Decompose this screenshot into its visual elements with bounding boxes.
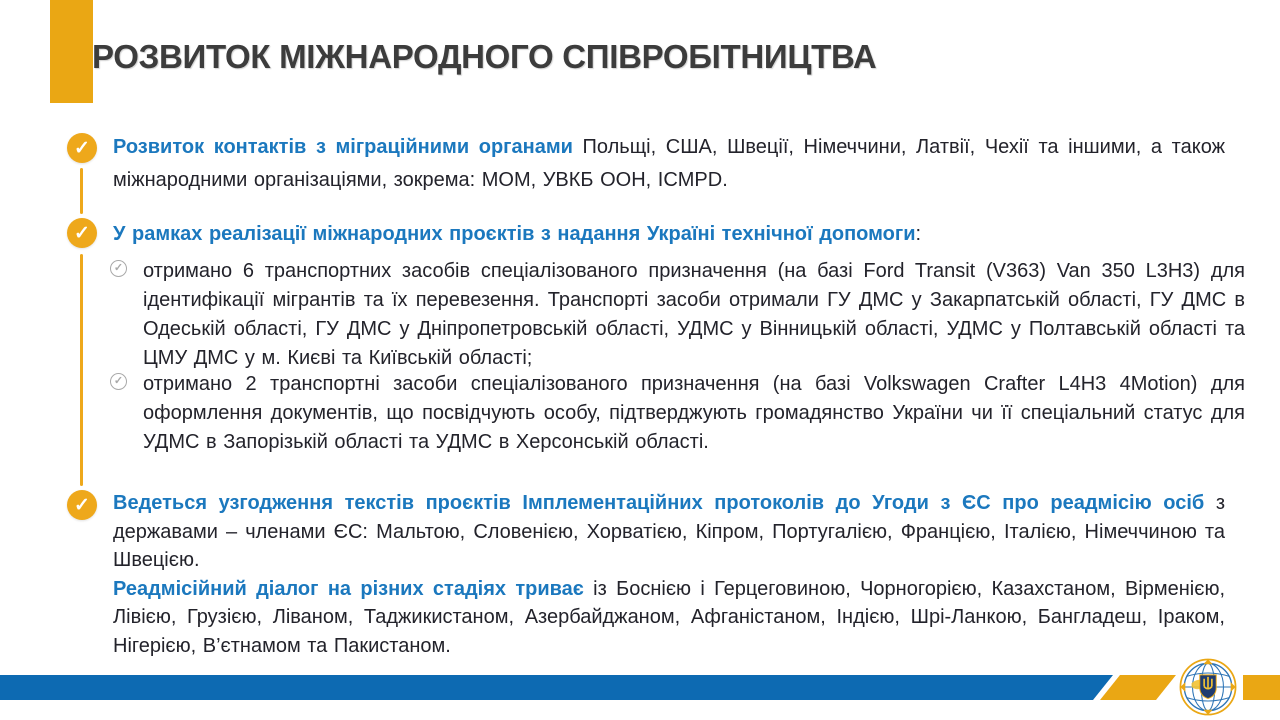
bullet-2-rest: : <box>915 223 922 245</box>
bullet-3-p2-lead: Реадмісійний діалог на різних стадіях триває <box>113 577 584 600</box>
footer-gold-end-segment <box>1243 675 1280 700</box>
bullet-2-text <box>113 220 1225 249</box>
check-outline-icon <box>110 373 127 390</box>
sub-bullet-1-text: отримано 6 транспортних засобів спеціалізованого призначення (на базі Ford Transit (V363) Van 350 L3H3) для ідентифікації мігрантів та їх перевезення. Транспорті засоби отримали ГУ ДМС у Закарпатській області, ГУ ДМС в Одеській області, ГУ ДМС у Дніпропетровській області, УДМС у Вінницькій області, УДМС у Полтавській області та ЦМУ ДМС у м. Києві та Київській області; <box>143 260 1245 369</box>
bullet-1-rest: Польщі, США, Швеції, Німеччини, Латвії, Чехії та іншими, а також міжнародними організаціями, зокрема: МОМ, УВКБ ООН, ICMPD. <box>113 136 1225 191</box>
sub-bullet-2 <box>110 370 1245 457</box>
check-icon: ✓ <box>74 494 90 516</box>
bullet-1-text <box>113 131 1225 197</box>
bullet-1-lead: Розвиток контактів з міграційними органами <box>113 136 573 158</box>
bullet-3-paragraph-1 <box>113 489 1225 575</box>
sub-bullet-1 <box>110 257 1245 373</box>
check-circle-icon <box>67 218 97 248</box>
dms-emblem-logo <box>1179 658 1237 716</box>
title-accent-bar <box>50 0 93 103</box>
bullet-connector-line <box>80 168 83 214</box>
check-icon: ✓ <box>74 222 90 244</box>
sub-bullet-2-text: отримано 2 транспортні засоби спеціалізованого призначення (на базі Volkswagen Crafter L4H3 4Motion) для оформлення документів, що посвідчують особу, підтверджують громадянство України чи її спеціальний статус для УДМС в Запорізькій області та УДМС в Херсонській області. <box>143 373 1245 453</box>
footer-gold-segment <box>1100 675 1176 700</box>
check-icon: ✓ <box>113 262 124 274</box>
check-circle-icon <box>67 133 97 163</box>
footer-blue-bar <box>0 675 1113 700</box>
bullet-3-p2-rest: із Боснією і Герцеговиною, Чорногорією, Казахстаном, Вірменією, Лівією, Грузією, Ліваном, Таджикистаном, Азербайджаном, Афганістаном, Індією, Шрі-Ланкою, Бангладеш, Іраком, Нігерією, В’єтнамом та Пакистаном. <box>113 577 1225 657</box>
check-outline-icon <box>110 260 127 277</box>
bullet-connector-line <box>80 254 83 486</box>
bullet-3-text <box>113 489 1225 660</box>
bullet-3-p1-rest: з державами – членами ЄС: Мальтою, Словенією, Хорватією, Кіпром, Португалією, Францією, Італією, Німеччиною та Швецією. <box>113 492 1225 571</box>
bullet-2-lead: У рамках реалізації міжнародних проєктів з надання Україні технічної допомоги <box>113 223 916 245</box>
page-title: РОЗВИТОК МІЖНАРОДНОГО СПІВРОБІТНИЦТВА <box>92 38 877 75</box>
bullet-3-p1-lead: Ведеться узгодження текстів проєктів Імплементаційних протоколів до Угоди з ЄС про реадмісію осіб <box>113 492 1205 514</box>
check-circle-icon <box>67 490 97 520</box>
bullet-3-paragraph-2 <box>113 575 1225 661</box>
check-icon: ✓ <box>113 375 124 387</box>
check-icon: ✓ <box>74 137 90 159</box>
